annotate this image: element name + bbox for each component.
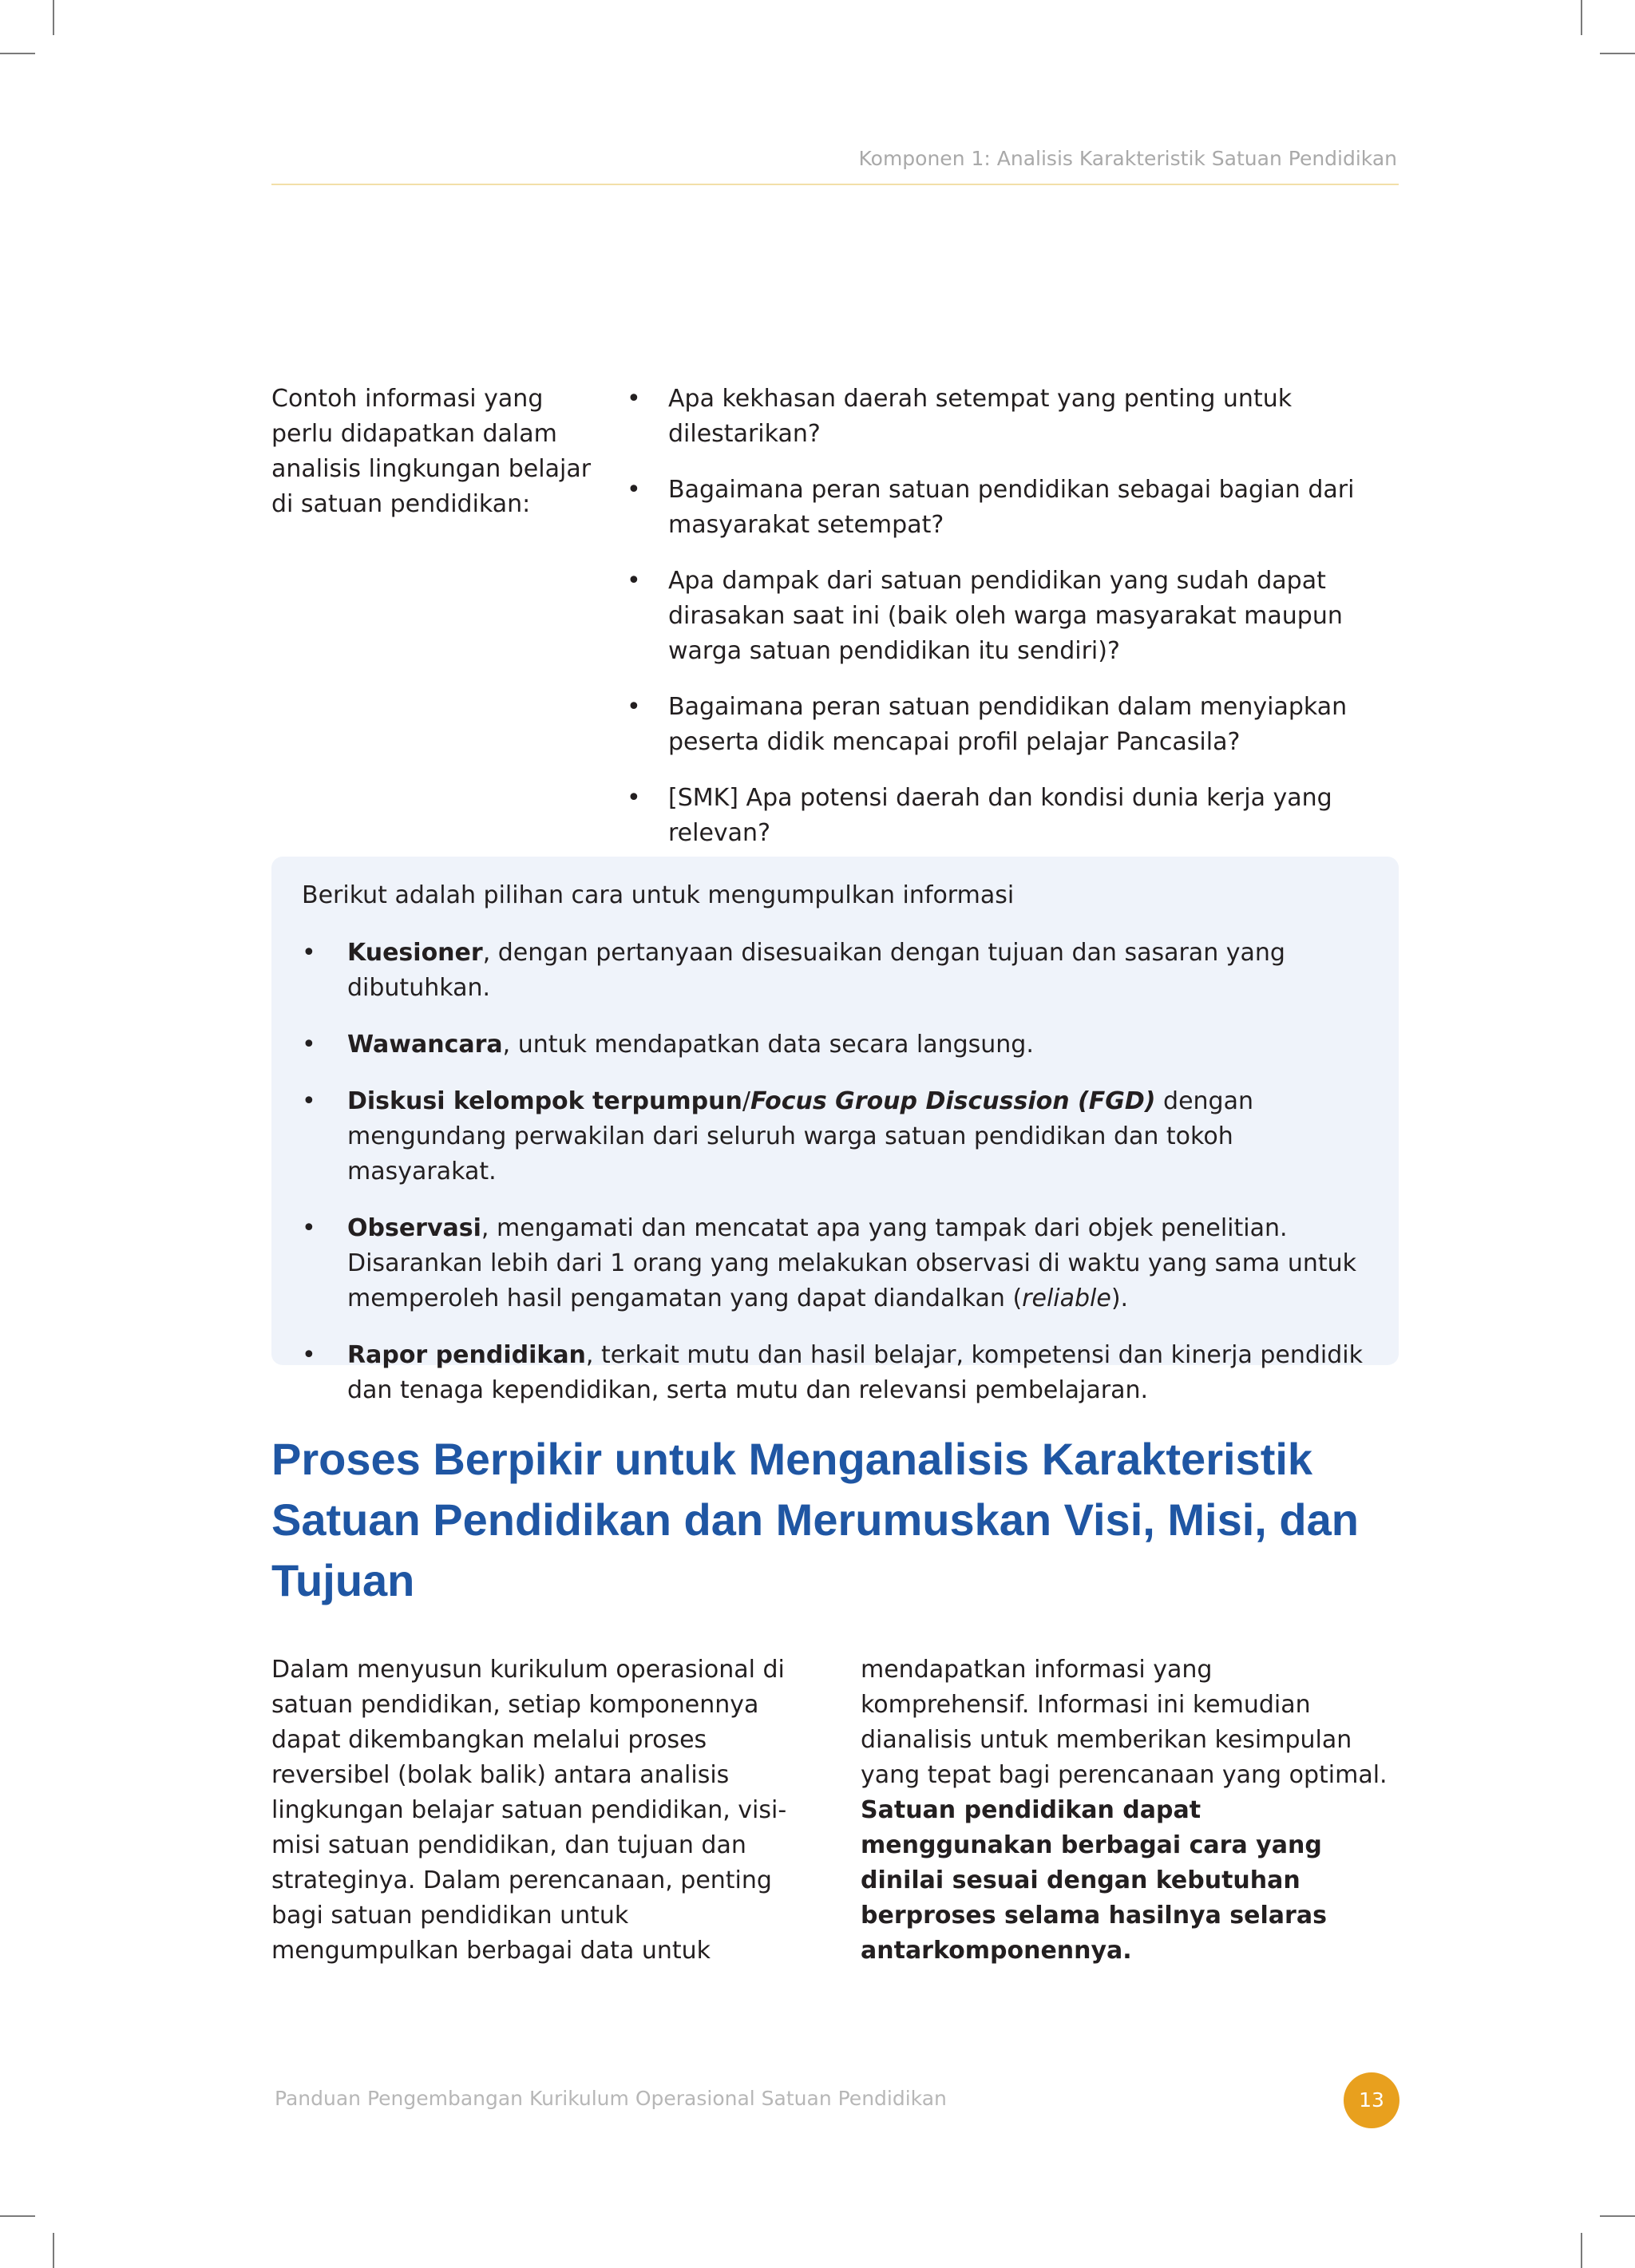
method-text: , untuk mendapatkan data secara langsung. [502, 1031, 1034, 1059]
question-text: Apa kekhasan daerah setempat yang penting untuk dilestarikan? [668, 385, 1293, 448]
crop-mark [1600, 2215, 1635, 2217]
bullet-icon: • [302, 1214, 316, 1242]
header-rule [271, 184, 1399, 185]
method-italic: reliable [1022, 1284, 1111, 1312]
list-item [302, 936, 1364, 1006]
list-item [302, 1027, 1364, 1063]
method-text-end: ). [1110, 1284, 1129, 1312]
crop-mark [1600, 53, 1635, 54]
list-item [627, 473, 1405, 543]
question-text: Apa dampak dari satuan pendidikan yang sudah dapat dirasakan saat ini (baik oleh warga masyarakat maupun warga satuan pendidikan itu sendiri)? [668, 567, 1343, 665]
method-list [302, 936, 1364, 1430]
question-text: Bagaimana peran satuan pendidikan sebagai bagian dari masyarakat setempat? [668, 476, 1355, 539]
section-title: Proses Berpikir untuk Menganalisis Karakteristik Satuan Pendidikan dan Merumuskan Visi, Misi, dan Tujuan [271, 1434, 1359, 1605]
bullet-icon: • [302, 1087, 316, 1115]
bullet-icon: • [627, 385, 641, 413]
method-text: , mengamati dan mencatat apa yang tampak dari objek penelitian. Disarankan lebih dari 1 orang yang melakukan observasi di waktu yang sama untuk memperoleh hasil pengamatan yang dapat diandalkan ( [347, 1214, 1357, 1312]
bullet-icon: • [627, 693, 641, 721]
method-separator: / [742, 1087, 750, 1115]
method-term: Rapor pendidikan [347, 1341, 586, 1369]
method-text: , dengan pertanyaan disesuaikan dengan tujuan dan sasaran yang dibutuhkan. [347, 939, 1285, 1002]
list-item [627, 564, 1405, 669]
list-item [302, 1211, 1364, 1316]
crop-mark [53, 0, 54, 35]
intro-question-list [627, 382, 1405, 872]
list-item [302, 1338, 1364, 1408]
method-term: Kuesioner [347, 939, 483, 967]
question-text: [SMK] Apa potensi daerah dan kondisi dunia kerja yang relevan? [668, 784, 1332, 847]
method-term: Diskusi kelompok terpumpun [347, 1087, 742, 1115]
body-text: mendapatkan informasi yang komprehensif. Informasi ini kemudian dianalisis untuk memberikan kesimpulan yang tepat bagi perencanaan yang optimal. [861, 1656, 1388, 1789]
list-item [627, 382, 1405, 452]
method-text: dengan mengundang perwakilan dari seluruh warga satuan pendidikan dan tokoh masyarakat. [347, 1087, 1253, 1185]
crop-mark [0, 53, 35, 54]
crop-mark [0, 2215, 35, 2217]
list-item [627, 781, 1405, 851]
intro-label: Contoh informasi yang perlu didapatkan dalam analisis lingkungan belajar di satuan pendidikan: [271, 385, 592, 518]
method-term: Observasi [347, 1214, 481, 1242]
footer-title: Panduan Pengembangan Kurikulum Operasional Satuan Pendidikan [275, 2087, 947, 2110]
list-item [627, 690, 1405, 760]
bullet-icon: • [302, 1031, 316, 1059]
info-box-intro: Berikut adalah pilihan cara untuk mengumpulkan informasi [302, 881, 1015, 909]
page-number-badge: 13 [1344, 2072, 1399, 2128]
body-column-right [861, 1653, 1388, 1969]
bullet-icon: • [627, 476, 641, 504]
list-item [302, 1084, 1364, 1189]
method-term: Wawancara [347, 1031, 503, 1059]
bullet-icon: • [302, 939, 316, 967]
body-column-left: Dalam menyusun kurikulum operasional di satuan pendidikan, setiap komponennya dapat dikembangkan melalui proses reversibel (bolak balik) antara analisis lingkungan belajar satuan pendidikan, visi-misi satuan pendidikan, dan tujuan dan strateginya. Dalam perencanaan, penting bagi satuan pendidikan untuk mengumpulkan berbagai data untuk [271, 1656, 787, 1965]
bullet-icon: • [627, 784, 641, 812]
body-text-bold: Satuan pendidikan dapat menggunakan berbagai cara yang dinilai sesuai dengan kebutuhan berproses selama hasilnya selaras antarkomponennya. [861, 1796, 1327, 1965]
crop-mark [1581, 0, 1582, 35]
running-header: Komponen 1: Analisis Karakteristik Satuan Pendidikan [858, 147, 1397, 170]
crop-mark [1581, 2233, 1582, 2268]
crop-mark [53, 2233, 54, 2268]
bullet-icon: • [302, 1341, 316, 1369]
question-text: Bagaimana peran satuan pendidikan dalam menyiapkan peserta didik mencapai profil pelajar Pancasila? [668, 693, 1348, 756]
method-term-italic: Focus Group Discussion (FGD) [750, 1087, 1156, 1115]
bullet-icon: • [627, 567, 641, 595]
method-text: , terkait mutu dan hasil belajar, kompetensi dan kinerja pendidik dan tenaga kependidikan, serta mutu dan relevansi pembelajaran. [347, 1341, 1364, 1404]
